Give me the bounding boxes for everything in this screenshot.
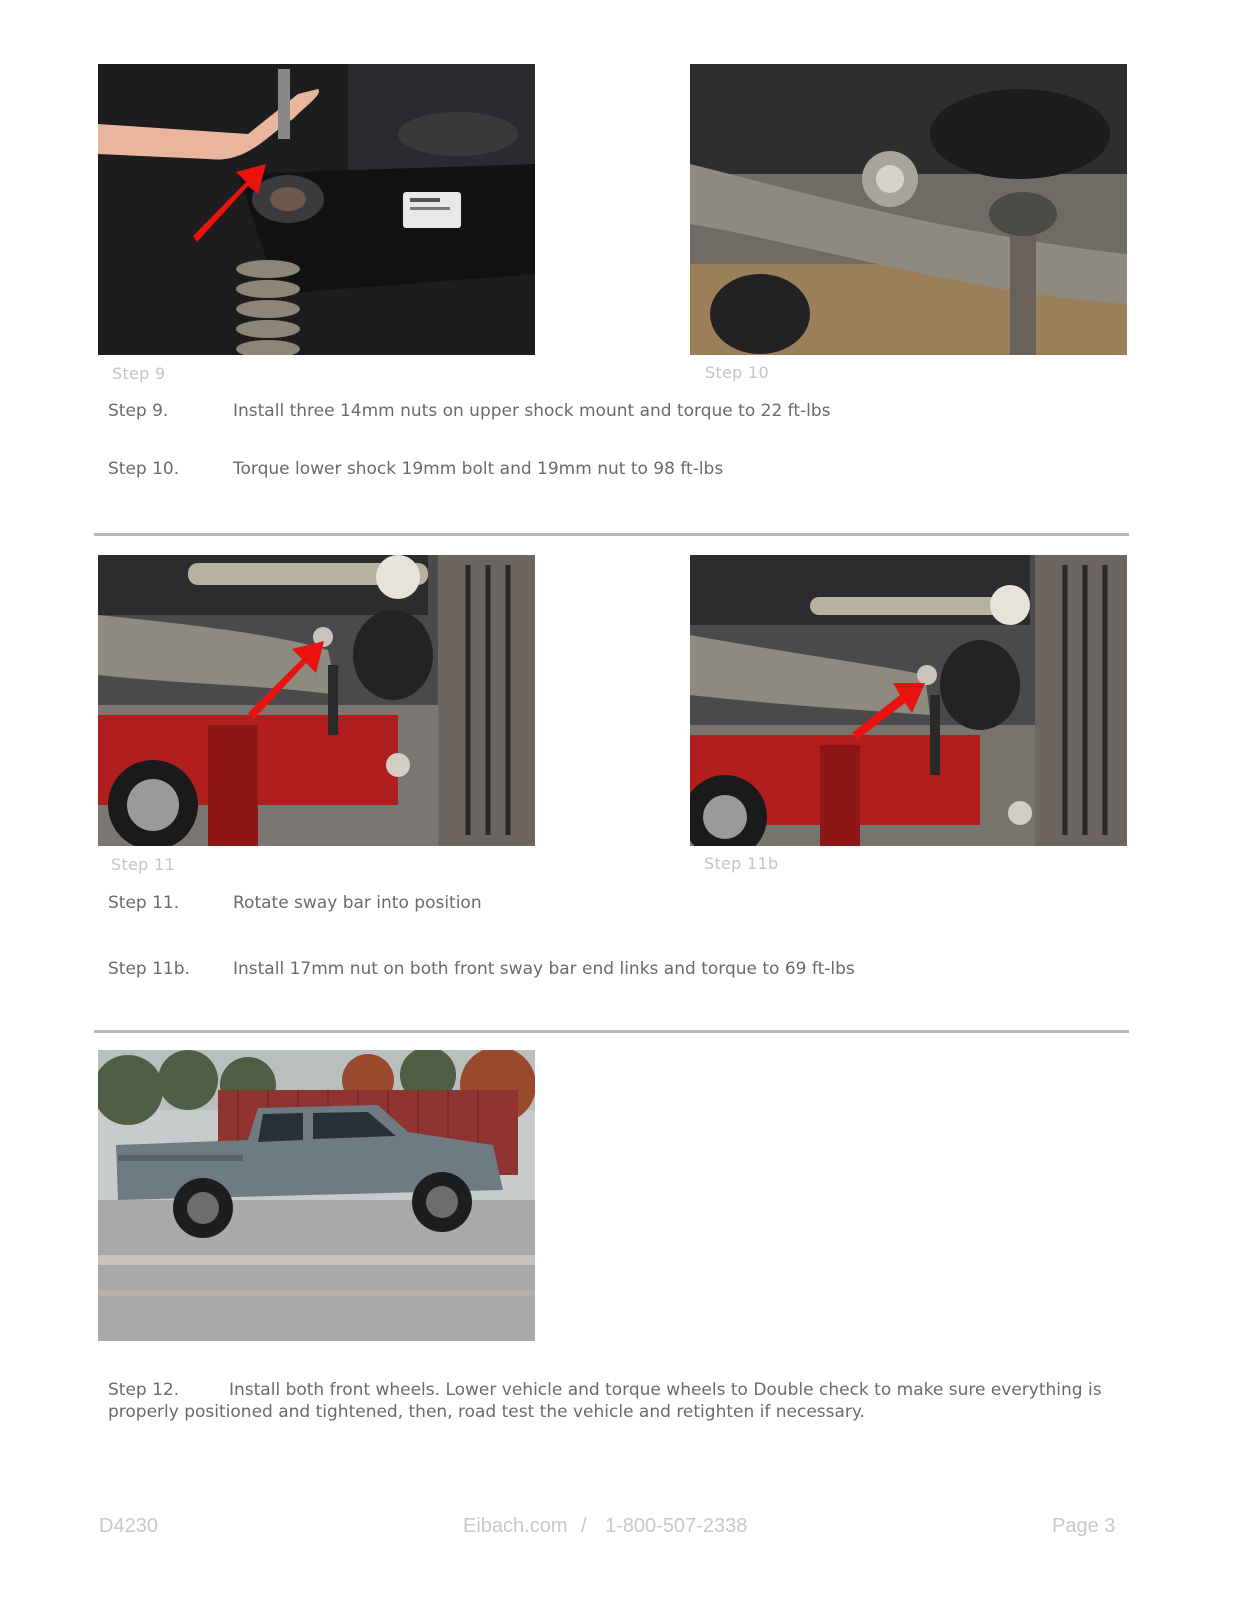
- section-divider: [94, 1030, 1129, 1033]
- step-11-text: Rotate sway bar into position: [233, 893, 482, 913]
- step-12-paragraph: [108, 1379, 1108, 1423]
- step-12-label: Step 12.: [108, 1380, 180, 1400]
- step-12-text: Install both front wheels. Lower vehicle and torque wheels to Double check to make sure everything is properly positioned and tightened, then, road test the vehicle and retighten if necessary.: [108, 1380, 1102, 1422]
- footer-website[interactable]: Eibach.com: [463, 1515, 568, 1537]
- section-divider: [94, 533, 1129, 536]
- step-11b-label: Step 11b.: [108, 959, 190, 979]
- step-9-caption: Step 9: [112, 364, 166, 383]
- footer-doc-id: D4230: [99, 1515, 158, 1537]
- footer-page-number: Page 3: [1052, 1515, 1116, 1537]
- step-10-text: Torque lower shock 19mm bolt and 19mm nut to 98 ft-lbs: [233, 459, 724, 479]
- step-11-label: Step 11.: [108, 893, 180, 913]
- step-11-caption: Step 11: [111, 855, 175, 874]
- step-11b-text: Install 17mm nut on both front sway bar end links and torque to 69 ft-lbs: [233, 959, 855, 979]
- step-10-label: Step 10.: [108, 459, 180, 479]
- step-9-label: Step 9.: [108, 401, 169, 421]
- step-11-photo: [98, 555, 535, 846]
- step-11b-caption: Step 11b: [704, 854, 779, 873]
- step-11b-photo: [690, 555, 1127, 846]
- step-9-photo: [98, 64, 535, 355]
- finished-truck-photo: [98, 1050, 535, 1341]
- step-9-text: Install three 14mm nuts on upper shock mount and torque to 22 ft-lbs: [233, 401, 831, 421]
- footer-phone[interactable]: 1-800-507-2338: [605, 1515, 748, 1537]
- footer-separator: /: [581, 1515, 587, 1537]
- step-10-photo: [690, 64, 1127, 355]
- step-10-caption: Step 10: [705, 363, 769, 382]
